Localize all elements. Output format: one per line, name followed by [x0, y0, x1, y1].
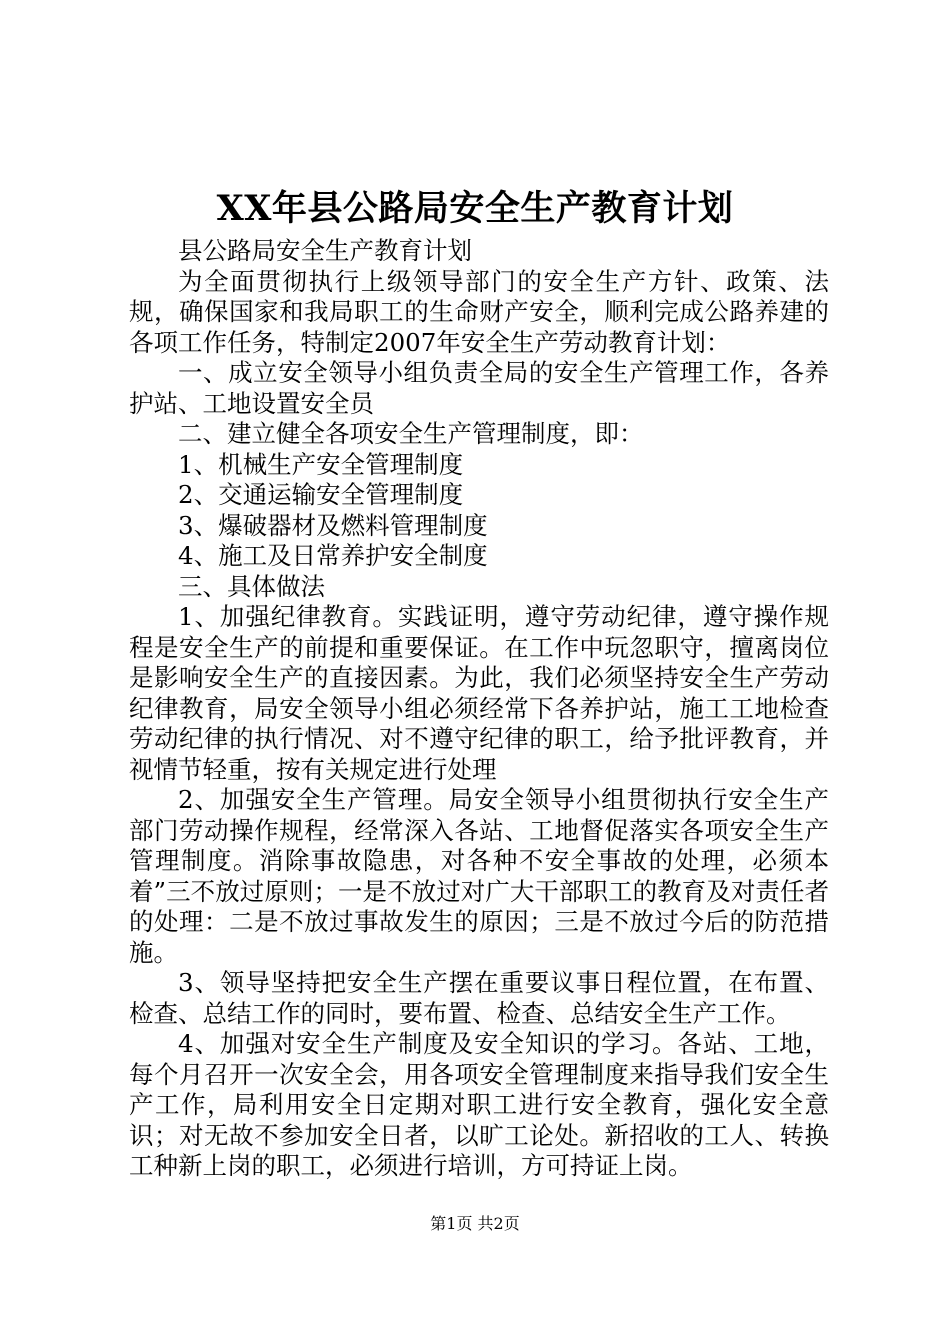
paragraph-measure-2: 2、加强安全生产管理。局安全领导小组贯彻执行安全生产部门劳动操作规程，经常深入各站、工地督促落实各项安全生产管理制度。消除事故隐患，对各种不安全事故的处理，必须本着”三不放过原则；一是不放过对广大干部职工的教育及对责任者的处理：二是不放过事故发生的原因；三是不放过今后的防范措施。: [129, 785, 829, 967]
paragraph-subtitle: 县公路局安全生产教育计划: [178, 236, 472, 265]
list-item: 2、交通运输安全管理制度: [178, 480, 464, 509]
paragraph-intro: 为全面贯彻执行上级领导部门的安全生产方针、政策、法规，确保国家和我局职工的生命财产安全，顺利完成公路养建的各项工作任务，特制定2007年安全生产劳动教育计划：: [129, 266, 829, 357]
paragraph-measure-3: 3、领导坚持把安全生产摆在重要议事日程位置，在布置、检查、总结工作的同时，要布置、检查、总结安全生产工作。: [129, 968, 829, 1028]
page-number-footer: 第1页 共2页: [430, 1214, 520, 1233]
paragraph-section-1: 一、成立安全领导小组负责全局的安全生产管理工作，各养护站、工地设置安全员: [129, 358, 829, 418]
paragraph-section-3: 三、具体做法: [178, 571, 325, 601]
paragraph-measure-4: 4、加强对安全生产制度及安全知识的学习。各站、工地，每个月召开一次安全会，用各项安全管理制度来指导我们安全生产工作，局利用安全日定期对职工进行安全教育，强化安全意识；对无故不参加安全日者，以旷工论处。新招收的工人、转换工种新上岗的职工，必须进行培训，方可持证上岗。: [129, 1029, 829, 1180]
paragraph-measure-1: 1、加强纪律教育。实践证明，遵守劳动纪律，遵守操作规程是安全生产的前提和重要保证。在工作中玩忽职守，擅离岗位是影响安全生产的直接因素。为此，我们必须坚持安全生产劳动纪律教育，局安全领导小组必须经常下各养护站，施工工地检查劳动纪律的执行情况、对不遵守纪律的职工，给予批评教育，并视情节轻重，按有关规定进行处理: [129, 602, 829, 784]
list-item: 1、机械生产安全管理制度: [178, 449, 464, 479]
document-title: XX年县公路局安全生产教育计划: [216, 188, 734, 229]
document-body: [129, 236, 829, 1182]
list-item: 4、施工及日常养护安全制度: [178, 541, 488, 570]
paragraph-section-2: 二、建立健全各项安全生产管理制度，即：: [178, 419, 644, 448]
list-item: 3、爆破器材及燃料管理制度: [178, 510, 488, 540]
